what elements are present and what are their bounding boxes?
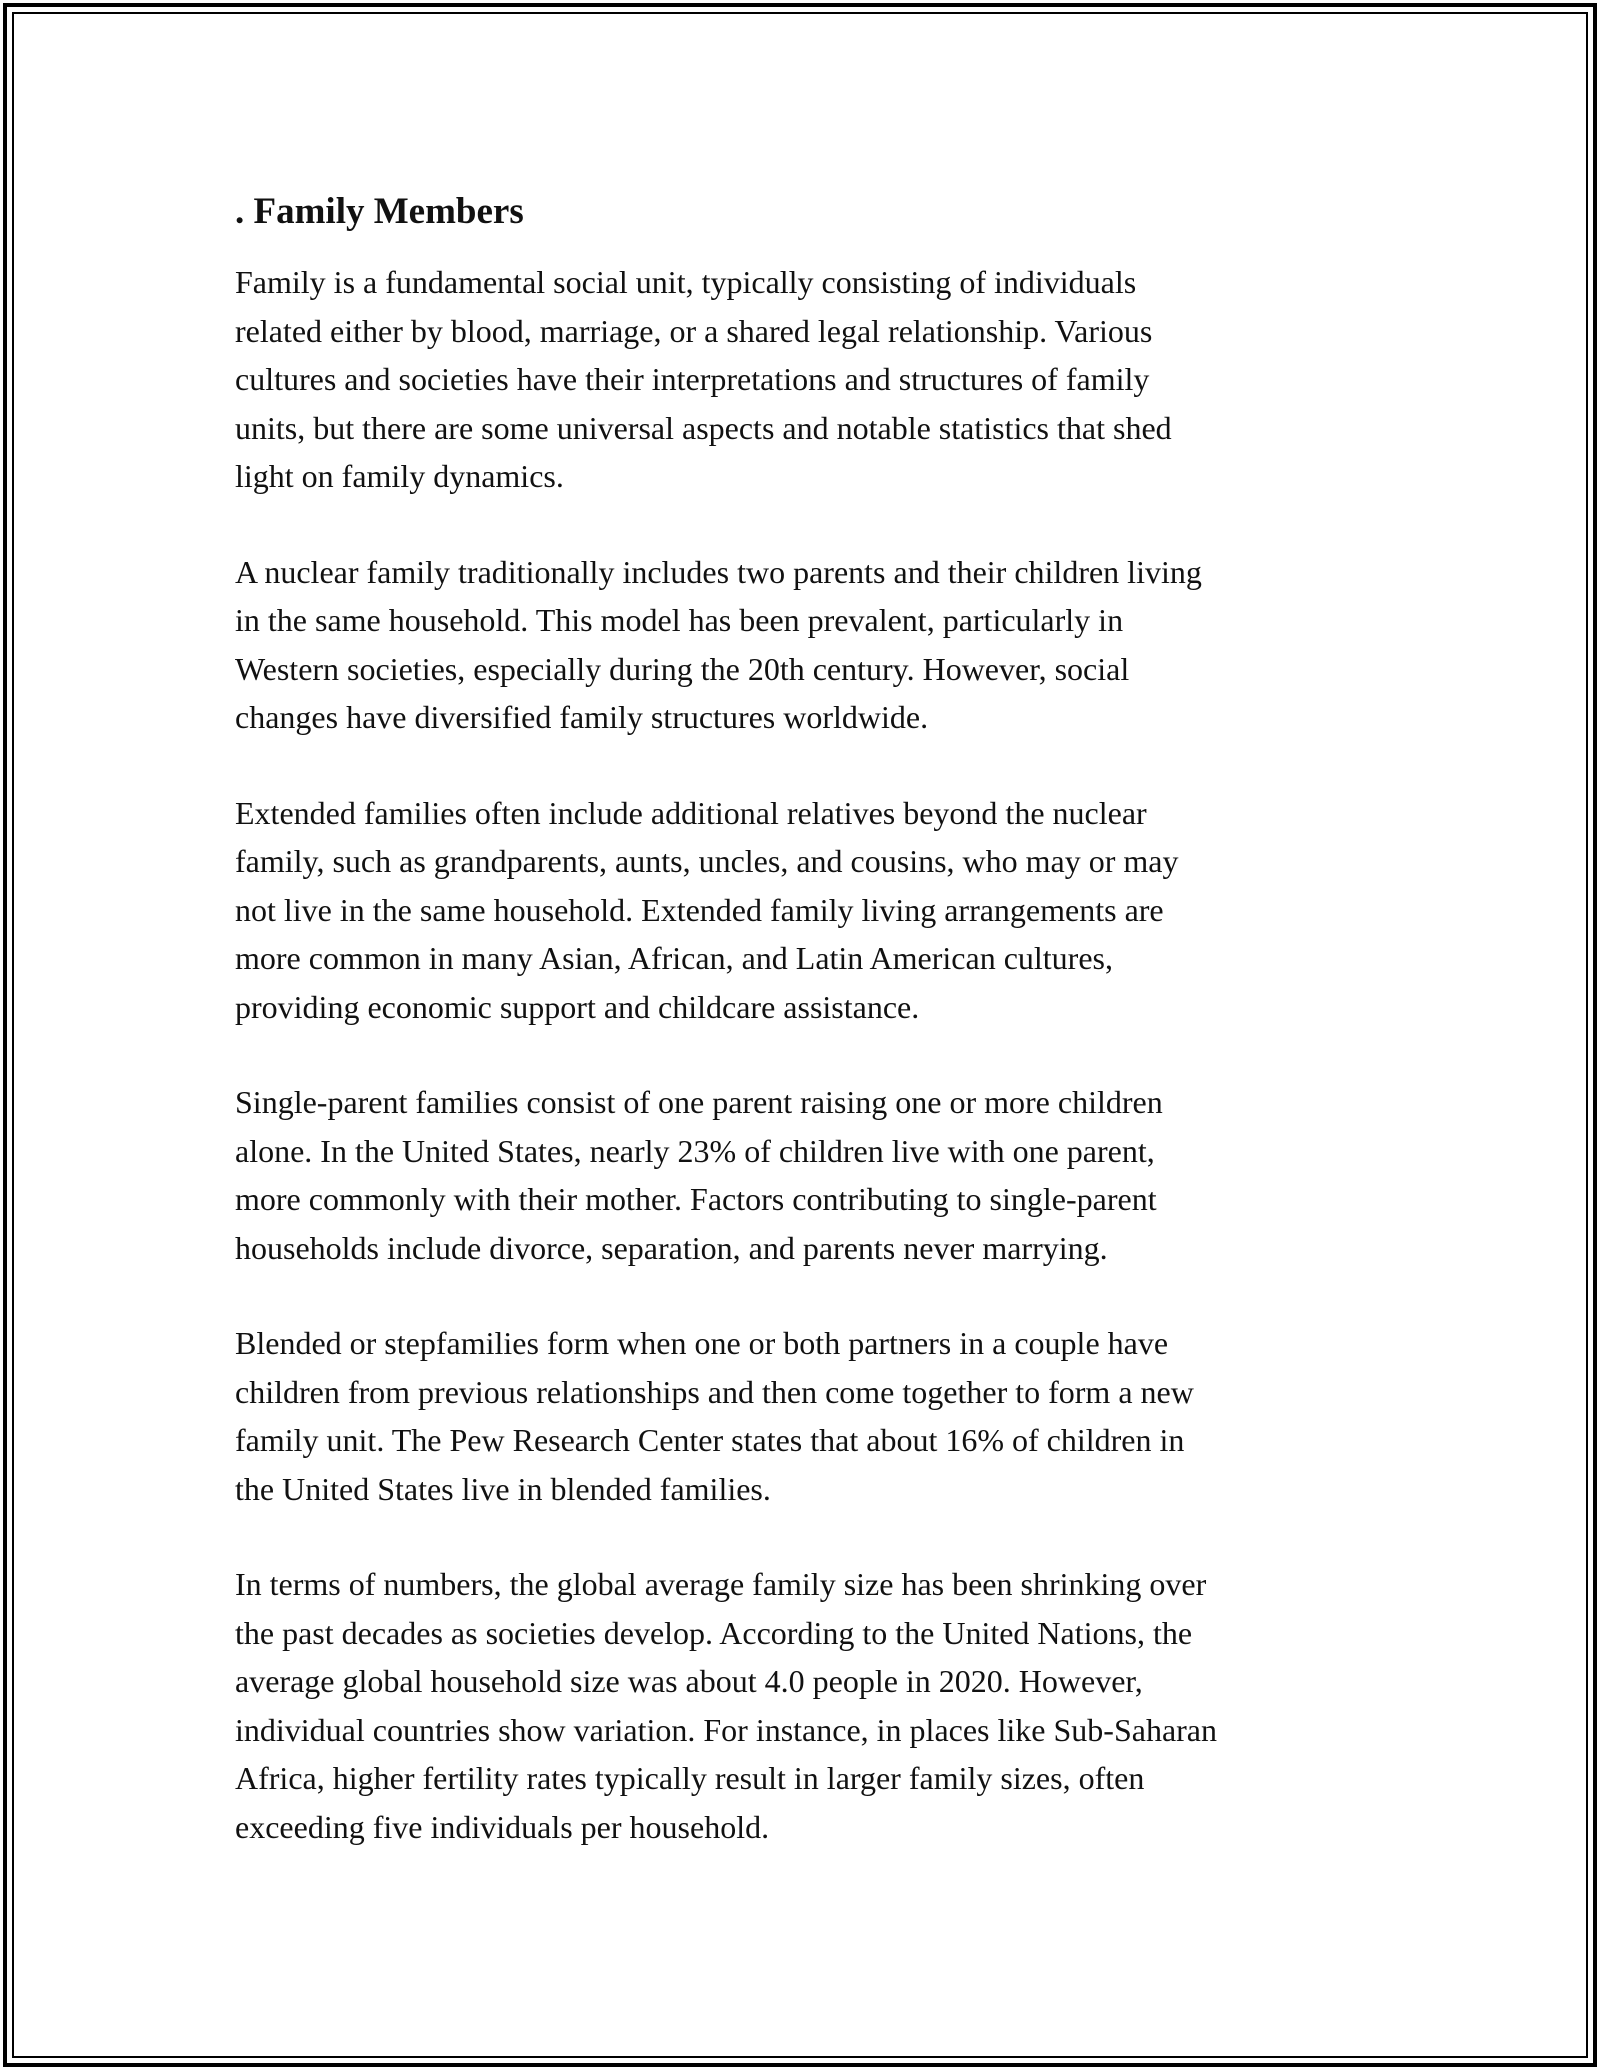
text-line: individual countries show variation. For instance, in places like Sub-Saharan bbox=[235, 1711, 1217, 1748]
text-line: light on family dynamics. bbox=[235, 458, 564, 494]
paragraph-single-parent bbox=[235, 1078, 1385, 1272]
text-line: alone. In the United States, nearly 23% of children live with one parent, bbox=[235, 1132, 1155, 1169]
text-line: more commonly with their mother. Factors contributing to single-parent bbox=[235, 1181, 1157, 1217]
text-line: Extended families often include additional relatives beyond the nuclear bbox=[235, 794, 1147, 831]
text-line: children from previous relationships and then come together to form a new bbox=[235, 1373, 1194, 1410]
paragraph-extended-family bbox=[235, 789, 1385, 1032]
text-line: units, but there are some universal aspects and notable statistics that shed bbox=[235, 409, 1172, 446]
text-line: related either by blood, marriage, or a shared legal relationship. Various bbox=[235, 312, 1153, 349]
paragraph-intro bbox=[235, 258, 1385, 501]
text-line: more common in many Asian, African, and Latin American cultures, bbox=[235, 940, 1113, 976]
text-line: providing economic support and childcare assistance. bbox=[235, 988, 920, 1025]
paragraph-family-size bbox=[235, 1560, 1385, 1851]
paragraph-nuclear-family bbox=[235, 548, 1385, 742]
text-line: average global household size was about 4.0 people in 2020. However, bbox=[235, 1663, 1143, 1699]
text-line: the past decades as societies develop. According to the United Nations, the bbox=[235, 1614, 1193, 1651]
text-line: the United States live in blended families. bbox=[235, 1470, 771, 1507]
text-line: In terms of numbers, the global average family size has been shrinking over bbox=[235, 1566, 1207, 1602]
document-body bbox=[235, 186, 1385, 1898]
text-line: Africa, higher fertility rates typically result in larger family sizes, often bbox=[235, 1760, 1145, 1796]
text-line: family, such as grandparents, aunts, uncles, and cousins, who may or may bbox=[235, 843, 1179, 879]
text-line: in the same household. This model has been prevalent, particularly in bbox=[235, 602, 1124, 638]
document-title: . Family Members bbox=[235, 191, 524, 232]
text-line: not live in the same household. Extended family living arrangements are bbox=[235, 891, 1164, 928]
text-line: A nuclear family traditionally includes two parents and their children living bbox=[235, 553, 1202, 590]
text-line: Blended or stepfamilies form when one or both partners in a couple have bbox=[235, 1325, 1169, 1361]
text-line: Single-parent families consist of one parent raising one or more children bbox=[235, 1084, 1163, 1120]
text-line: households include divorce, separation, and parents never marrying. bbox=[235, 1229, 1108, 1266]
text-line: exceeding five individuals per household. bbox=[235, 1808, 770, 1845]
text-line: changes have diversified family structures worldwide. bbox=[235, 699, 929, 735]
text-line: family unit. The Pew Research Center states that about 16% of children in bbox=[235, 1422, 1185, 1458]
paragraph-blended-family bbox=[235, 1319, 1385, 1513]
text-line: Family is a fundamental social unit, typically consisting of individuals bbox=[235, 264, 1137, 300]
text-line: Western societies, especially during the 20th century. However, social bbox=[235, 650, 1130, 687]
text-line: cultures and societies have their interpretations and structures of family bbox=[235, 361, 1150, 397]
